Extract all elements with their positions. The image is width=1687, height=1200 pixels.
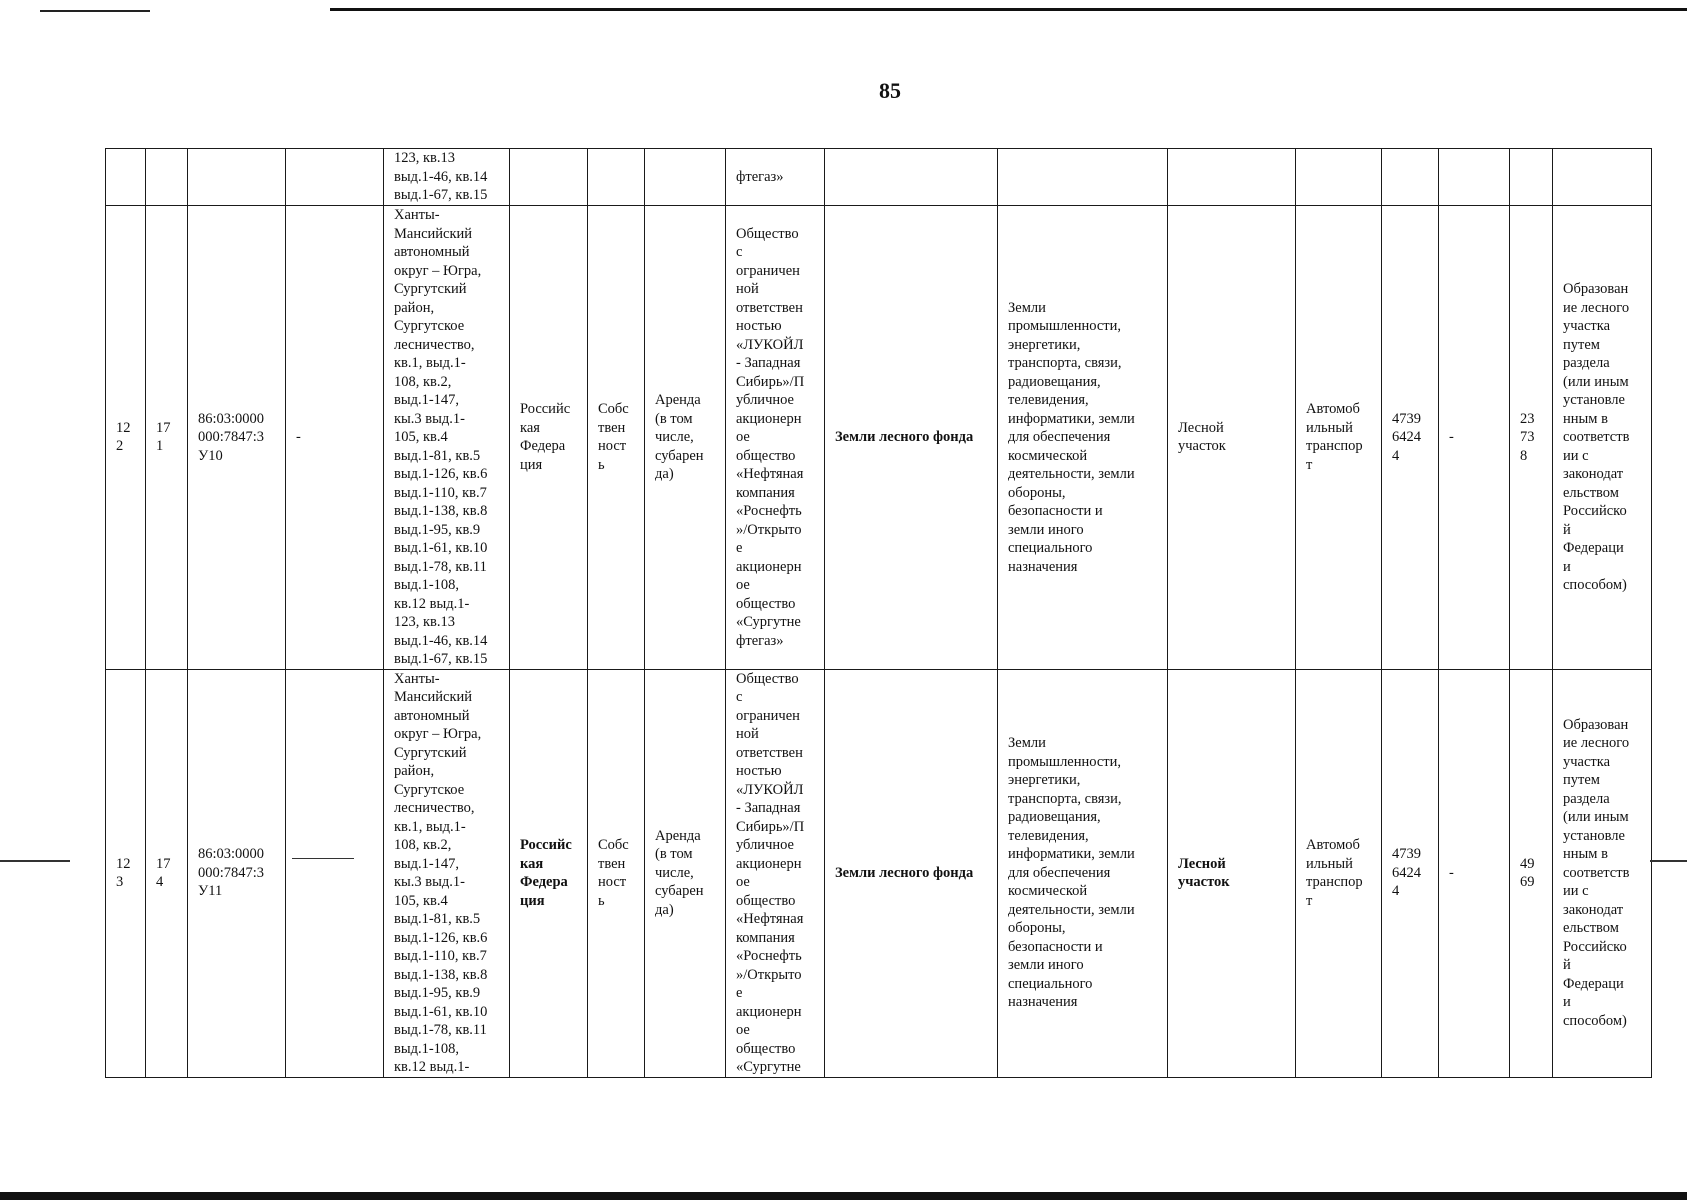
- page-number: 85: [879, 78, 901, 103]
- cell-extra: -: [1439, 206, 1510, 670]
- cell-previous-number: -: [286, 206, 384, 670]
- cell-area: 23 73 8: [1510, 206, 1553, 670]
- cell-encumbrance: [645, 149, 726, 206]
- cell-cadastral-number: 86:03:0000 000:7847:3 У10: [188, 206, 286, 670]
- cell-land-category: [825, 149, 998, 206]
- cell-plot-number: [146, 149, 188, 206]
- cell-holder: Общество с ограничен ной ответствен ностью «ЛУКОЙЛ - Западная Сибирь»/П убличное акционерн ое общество «Нефтяная компания «Роснефть »/Открыто е акционерн ое общество «Сургутне: [726, 669, 825, 1077]
- cell-permitted-use: Земли промышленности, энергетики, транспорта, связи, радиовещания, телевидения, информатики, земли для обеспечения космической деятельности, земли обороны, безопасности и земли иного специального назначения: [998, 206, 1168, 670]
- cell-location: Ханты- Мансийский автономный округ – Югра, Сургутский район, Сургутское лесничество, кв.1, выд.1- 108, кв.2, выд.1-147, кы.3 выд.1- 105, кв.4 выд.1-81, кв.5 выд.1-126, кв.6 выд.1-110, кв.7 выд.1-138, кв.8 выд.1-95, кв.9 выд.1-61, кв.10 выд.1-78, кв.11 выд.1-108, кв.12 выд.1-: [384, 669, 510, 1077]
- cell-extra: [1439, 149, 1510, 206]
- cell-area: [1510, 149, 1553, 206]
- cell-encumbrance: Аренда (в том числе, субарен да): [645, 206, 726, 670]
- cell-purpose: [1296, 149, 1382, 206]
- cell-extra: -: [1439, 669, 1510, 1077]
- cell-owner: Российс кая Федера ция: [510, 669, 588, 1077]
- cell-right-type: Собс твен ност ь: [588, 669, 645, 1077]
- cell-previous-number: [286, 149, 384, 206]
- cell-cadastral-number: 86:03:0000 000:7847:3 У11: [188, 669, 286, 1077]
- cell-row-number: 12 3: [106, 669, 146, 1077]
- cell-permitted-use: [998, 149, 1168, 206]
- table-row: [106, 669, 1652, 1077]
- scan-artifact-mark: [292, 858, 354, 859]
- land-register-table: [105, 148, 1652, 1078]
- cell-area: 49 69: [1510, 669, 1553, 1077]
- cell-row-number: [106, 149, 146, 206]
- cell-plot-number: 17 4: [146, 669, 188, 1077]
- cell-location: 123, кв.13 выд.1-46, кв.14 выд.1-67, кв.15: [384, 149, 510, 206]
- cell-land-category: Земли лесного фонда: [825, 669, 998, 1077]
- cell-row-number: 12 2: [106, 206, 146, 670]
- cell-plot-number: 17 1: [146, 206, 188, 670]
- scan-artifact-mark: [0, 860, 70, 862]
- cell-note: Образован ие лесного участка путем раздела (или иным установле нным в соответств ии с законодат ельством Российско й Федераци и способом): [1553, 669, 1652, 1077]
- table-row: [106, 206, 1652, 670]
- scan-artifact-mark: [1650, 860, 1687, 862]
- cell-owner: Российс кая Федера ция: [510, 206, 588, 670]
- cell-right-type: [588, 149, 645, 206]
- cell-encumbrance: Аренда (в том числе, субарен да): [645, 669, 726, 1077]
- cell-right-type: Собс твен ност ь: [588, 206, 645, 670]
- cell-object-type: [1168, 149, 1296, 206]
- cell-land-category: Земли лесного фонда: [825, 206, 998, 670]
- top-rule-segment: [40, 10, 150, 12]
- top-rule-segment: [330, 8, 1687, 11]
- top-scan-rule: [0, 0, 1687, 6]
- cell-purpose: Автомоб ильный транспор т: [1296, 669, 1382, 1077]
- cell-cadastral-value: [1382, 149, 1439, 206]
- cell-holder: фтегаз»: [726, 149, 825, 206]
- cell-cadastral-number: [188, 149, 286, 206]
- cell-permitted-use: Земли промышленности, энергетики, транспорта, связи, радиовещания, телевидения, информатики, земли для обеспечения космической деятельности, земли обороны, безопасности и земли иного специального назначения: [998, 669, 1168, 1077]
- cell-holder: Общество с ограничен ной ответствен ностью «ЛУКОЙЛ - Западная Сибирь»/П убличное акционерн ое общество «Нефтяная компания «Роснефть »/Открыто е акционерн ое общество «Сургутне фтегаз»: [726, 206, 825, 670]
- cell-note: [1553, 149, 1652, 206]
- cell-location: Ханты- Мансийский автономный округ – Югра, Сургутский район, Сургутское лесничество, кв.1, выд.1- 108, кв.2, выд.1-147, кы.3 выд.1- 105, кв.4 выд.1-81, кв.5 выд.1-126, кв.6 выд.1-110, кв.7 выд.1-138, кв.8 выд.1-95, кв.9 выд.1-61, кв.10 выд.1-78, кв.11 выд.1-108, кв.12 выд.1- 123, кв.13 выд.1-46, кв.14 выд.1-67, кв.15: [384, 206, 510, 670]
- bottom-scan-rule: [0, 1192, 1687, 1200]
- cell-cadastral-value: 4739 6424 4: [1382, 669, 1439, 1077]
- cell-purpose: Автомоб ильный транспор т: [1296, 206, 1382, 670]
- table-row-continued: [106, 149, 1652, 206]
- cell-previous-number: [286, 669, 384, 1077]
- cell-note: Образован ие лесного участка путем раздела (или иным установле нным в соответств ии с законодат ельством Российско й Федераци и способом): [1553, 206, 1652, 670]
- cell-owner: [510, 149, 588, 206]
- cell-cadastral-value: 4739 6424 4: [1382, 206, 1439, 670]
- cell-object-type: Лесной участок: [1168, 206, 1296, 670]
- cell-object-type: Лесной участок: [1168, 669, 1296, 1077]
